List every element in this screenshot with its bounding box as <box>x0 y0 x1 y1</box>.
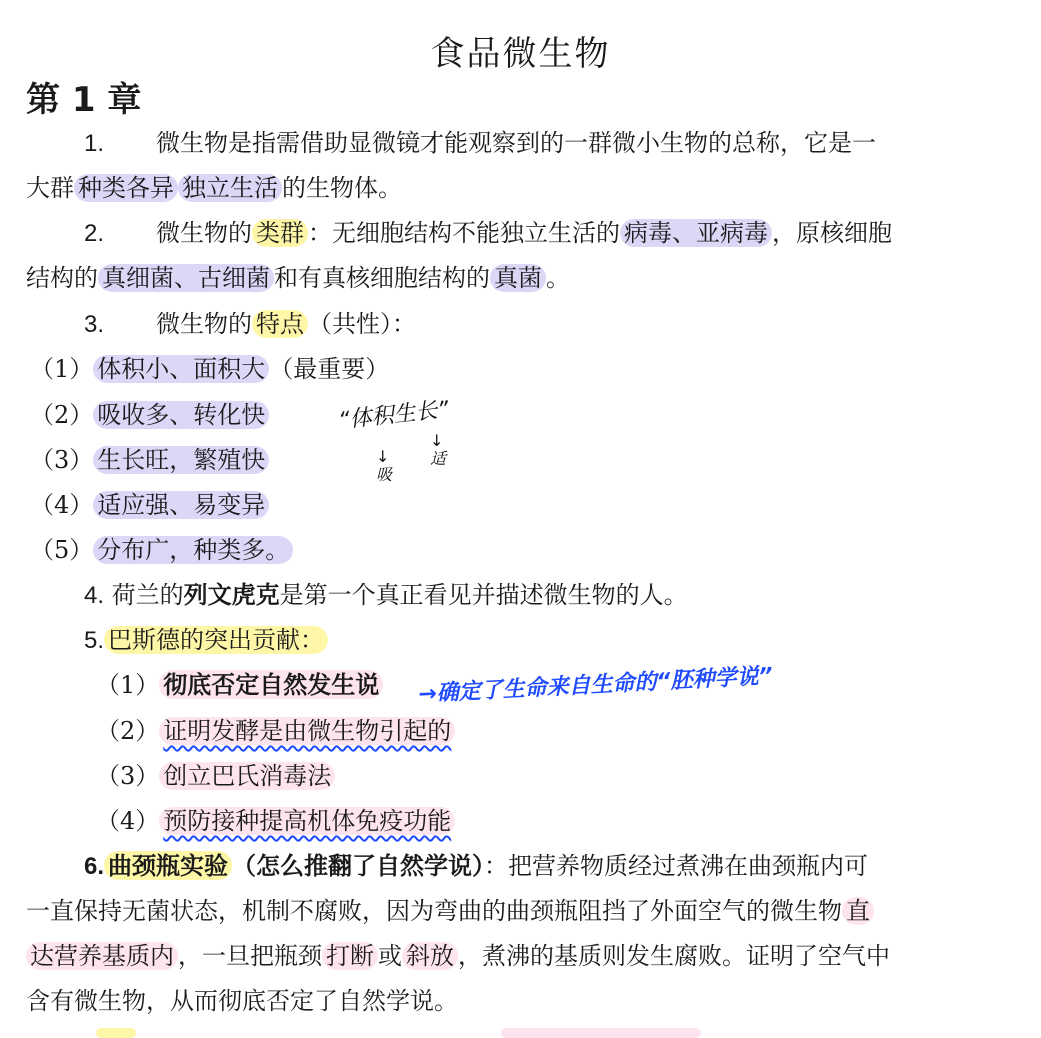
handwritten-note-left: ↓ 吸 <box>376 447 393 484</box>
trait-2 <box>30 400 269 430</box>
handwritten-note-right: ↓ 适 <box>430 431 447 468</box>
item-3-line-1 <box>84 309 416 340</box>
trait-1-text: 体积小、面积大 <box>93 355 269 383</box>
item-2-line-1 <box>84 218 892 249</box>
pasteur-item-3 <box>96 761 335 791</box>
item-6-line-3 <box>26 941 890 971</box>
highlight-variety: 种类各异 <box>74 174 178 202</box>
pasteur-item-2 <box>96 716 455 746</box>
pasteur-item-4 <box>96 806 455 836</box>
trait-5-number: （5） <box>30 536 94 564</box>
item-1-line-1 <box>84 128 876 159</box>
trait-1 <box>30 354 389 384</box>
highlight-independent: 独立生活 <box>178 174 282 202</box>
item-6-text-4: 或 <box>378 942 402 970</box>
trait-5 <box>30 535 293 565</box>
item-2-text-2: ：无细胞结构不能独立生活的 <box>308 219 620 247</box>
item-2-text-3: ，原核细胞 <box>772 219 892 247</box>
item-6-text: ：把营养物质经过煮沸在曲颈瓶内可 <box>484 852 869 880</box>
trait-1-note: （最重要） <box>269 355 390 383</box>
item-3-number: 3. <box>84 311 105 338</box>
item-2-text-6: 。 <box>546 264 570 292</box>
item-6-line-1 <box>84 851 868 882</box>
highlight-characteristics: 特点 <box>252 310 308 338</box>
pasteur-item-2-text: 证明发酵是由微生物引起的 <box>159 717 455 745</box>
bold-question: （怎么推翻了自然学说） <box>232 851 485 880</box>
cut-highlight-1 <box>96 1028 136 1038</box>
pasteur-item-4-text: 预防接种提高机体免疫功能 <box>159 807 455 835</box>
item-2-text: 微生物的 <box>156 219 252 247</box>
bold-leeuwenhoek: 列文虎克 <box>183 580 280 609</box>
item-6-number: 6. <box>84 853 105 880</box>
item-5-line <box>84 625 328 656</box>
pasteur-item-1-number: （1） <box>96 671 160 699</box>
document-title: 食品微生物 <box>430 34 611 74</box>
trait-4-number: （4） <box>30 491 94 519</box>
trait-2-text: 吸收多、转化快 <box>93 401 269 429</box>
item-4-text: 荷兰的 <box>111 581 184 609</box>
pasteur-item-3-text: 创立巴氏消毒法 <box>159 762 335 790</box>
pasteur-item-4-number: （4） <box>96 807 160 835</box>
item-2-text-5: 和有真核细胞结构的 <box>274 264 490 292</box>
cut-off-next-line <box>96 1022 996 1038</box>
item-4-text-2: 是第一个真正看见并描述微生物的人。 <box>279 581 688 609</box>
handwritten-note-main: “体积生长” <box>337 397 451 434</box>
trait-2-number: （2） <box>30 401 94 429</box>
item-6-text-3: ，一旦把瓶颈 <box>178 942 322 970</box>
highlight-break: 打断 <box>322 942 378 970</box>
cut-highlight-2 <box>501 1028 701 1038</box>
item-4-number: 4. <box>84 582 105 609</box>
trait-4 <box>30 490 269 520</box>
item-6-text-2: 一直保持无菌状态，机制不腐败，因为弯曲的曲颈瓶阻挡了外面空气的微生物 <box>26 897 842 925</box>
chapter-heading: 第 1 章 <box>26 80 142 120</box>
item-6-line-2 <box>26 896 874 926</box>
item-6-text-5: ，煮沸的基质则发生腐败。证明了空气中 <box>458 942 890 970</box>
highlight-pasteur: 巴斯德的突出贡献： <box>104 626 328 654</box>
highlight-reach-medium: 达营养基质内 <box>26 942 178 970</box>
trait-3 <box>30 445 269 475</box>
item-1-text-2: 大群 <box>26 174 74 202</box>
item-5-number: 5. <box>84 627 105 654</box>
item-6-text-6: 含有微生物，从而彻底否定了自然学说。 <box>26 987 458 1015</box>
highlight-viruses: 病毒、亚病毒 <box>620 219 772 247</box>
item-3-text-2: （共性）： <box>308 310 416 338</box>
trait-3-text: 生长旺，繁殖快 <box>93 446 269 474</box>
highlight-fungi: 真菌 <box>490 264 546 292</box>
highlight-direct: 直 <box>842 897 874 925</box>
handwritten-blue-note: →确定了生命来自生命的“胚种学说” <box>417 663 774 708</box>
item-2-number: 2. <box>84 220 105 247</box>
pasteur-item-2-number: （2） <box>96 717 160 745</box>
item-6-line-4 <box>26 986 458 1016</box>
item-4-line <box>84 580 688 611</box>
item-3-text: 微生物的 <box>156 310 252 338</box>
pasteur-item-1 <box>96 670 383 700</box>
pasteur-item-1-text: 彻底否定自然发生说 <box>159 670 383 699</box>
trait-1-number: （1） <box>30 355 94 383</box>
trait-5-text: 分布广，种类多。 <box>93 536 293 564</box>
highlight-swan-neck: 曲颈瓶实验 <box>104 851 232 880</box>
trait-3-number: （3） <box>30 446 94 474</box>
highlight-groups: 类群 <box>252 219 308 247</box>
item-2-text-4: 结构的 <box>26 264 98 292</box>
item-1-text-3: 的生物体。 <box>282 174 402 202</box>
item-1-line-2 <box>26 173 402 203</box>
item-1-text: 微生物是指需借助显微镜才能观察到的一群微小生物的总称，它是一 <box>156 129 876 157</box>
highlight-tilt: 斜放 <box>402 942 458 970</box>
item-1-number: 1. <box>84 130 105 157</box>
highlight-bacteria: 真细菌、古细菌 <box>98 264 274 292</box>
pasteur-item-3-number: （3） <box>96 762 160 790</box>
trait-4-text: 适应强、易变异 <box>93 491 269 519</box>
item-2-line-2 <box>26 263 570 293</box>
